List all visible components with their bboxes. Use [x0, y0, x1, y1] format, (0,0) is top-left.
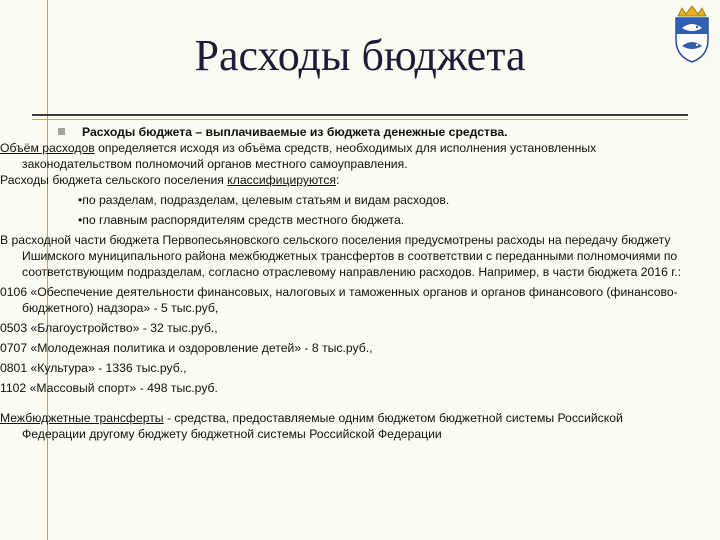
paragraph-interbudget-transfers — [0, 410, 686, 442]
square-bullet-icon — [58, 128, 65, 135]
term-classified: классифицируются — [227, 173, 337, 187]
expense-line-0707: 0707 «Молодежная политика и оздоровление детей» - 8 тыс.руб., — [0, 341, 373, 355]
expense-line-0503: 0503 «Благоустройство» - 32 тыс.руб., — [0, 321, 218, 335]
classification-item-sections: •по разделам, подразделам, целевым статьям и видам расходов. — [78, 193, 450, 207]
title-divider — [32, 114, 688, 116]
interbudget-transfers-text: - средства, предоставляемые одним бюджетом бюджетной системы Российской Федерации другому бюджету бюджетной системы Российской Федерации — [22, 411, 623, 441]
classification-text: Расходы бюджета сельского поселения — [0, 173, 228, 187]
main-bullet — [56, 124, 686, 140]
coat-of-arms-icon — [670, 4, 714, 64]
slide-body — [0, 124, 686, 442]
main-bullet-text: Расходы бюджета – выплачиваемые из бюджета денежные средства. — [82, 125, 508, 139]
expense-line-0801: 0801 «Культура» - 1336 тыс.руб., — [0, 361, 187, 375]
paragraph-transfers-plan: В расходной части бюджета Первопесьяновского сельского поселения предусмотрены расходы на передачу бюджету Ишимского муниципального района межбюджетных трансфертов в соответствии с переданными полномочиями по соответствующим подразделам, согласно отраслевому направлению расходов. Например, в части бюджета 2016 г.: — [0, 233, 681, 279]
expense-line-1102: 1102 «Массовый спорт» - 498 тыс.руб. — [0, 381, 218, 395]
classification-item-managers: •по главным распорядителям средств местного бюджета. — [78, 213, 405, 227]
classification-colon: : — [336, 173, 340, 187]
slide-title: Расходы бюджета — [194, 31, 526, 80]
term-expense-volume: Объём расходов — [0, 141, 95, 155]
paragraph-expense-volume-text: определяется исходя из объёма средств, необходимых для исполнения установленных законодательством полномочий органов местного самоуправления. — [22, 141, 597, 171]
term-interbudget-transfers: Межбюджетные трансферты — [0, 411, 164, 425]
paragraph-expense-volume — [0, 140, 686, 172]
paragraph-classification — [0, 172, 686, 188]
title-divider-accent — [32, 119, 688, 120]
expense-line-0106: 0106 «Обеспечение деятельности финансовых, налоговых и таможенных органов и органов финансового (финансово-бюджетного) надзора» - 5 тыс.руб, — [0, 285, 678, 315]
